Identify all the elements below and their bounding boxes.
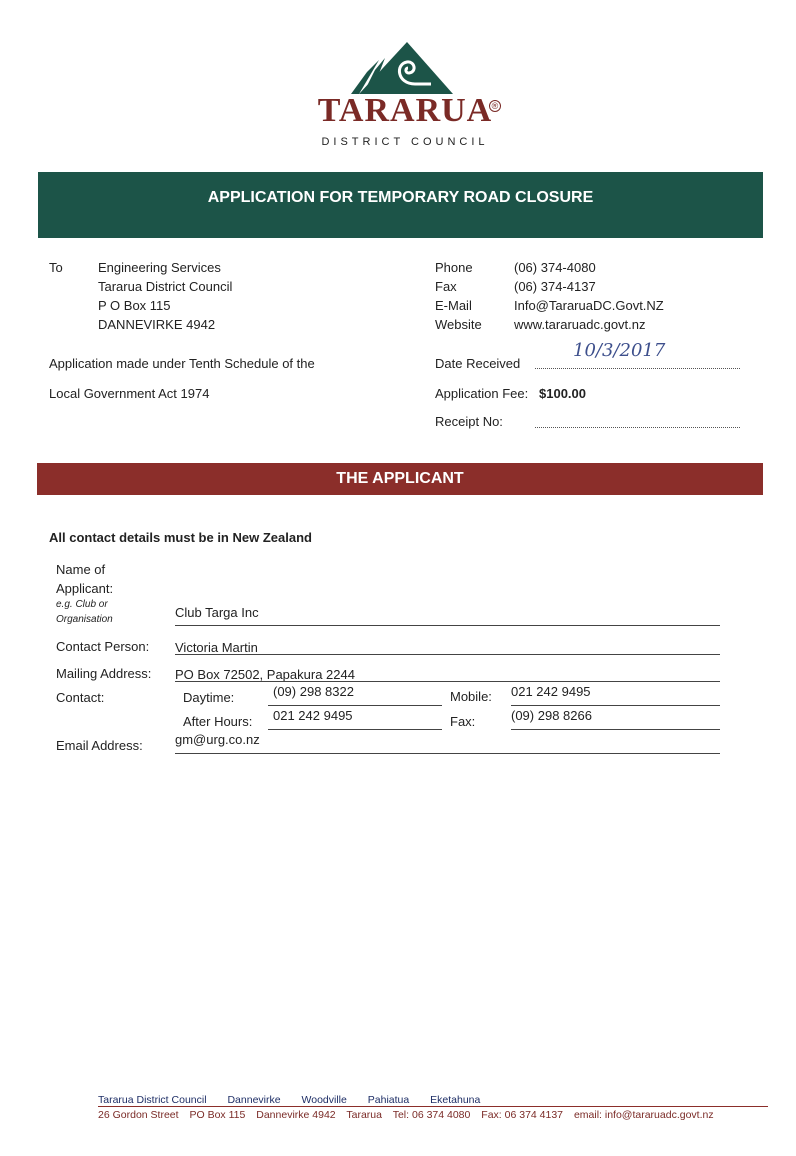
contact-person-field[interactable] — [175, 654, 720, 655]
daytime-field[interactable] — [268, 705, 442, 706]
mailing-address-label: Mailing Address: — [56, 666, 152, 681]
after-hours-value: 021 242 9495 — [273, 708, 353, 723]
fax-label: Fax — [435, 279, 457, 294]
contact-person-value: Victoria Martin — [175, 640, 258, 655]
footer-place: Dannevirke — [227, 1094, 281, 1106]
address-line-1: Engineering Services — [98, 260, 221, 275]
daytime-label: Daytime: — [183, 690, 235, 705]
footer-divider — [98, 1106, 768, 1107]
footer-contact-part: Tel: 06 374 4080 — [392, 1109, 471, 1121]
footer-contact — [98, 1109, 722, 1121]
name-label-1: Name of — [56, 562, 106, 577]
applicant-fax-label: Fax: — [450, 714, 476, 729]
mobile-label: Mobile: — [450, 689, 492, 704]
email-address-value: gm@urg.co.nz — [175, 732, 260, 747]
footer-contact-part: Dannevirke 4942 — [256, 1109, 336, 1121]
applicant-fax-field[interactable] — [511, 729, 720, 730]
trademark-icon: ® — [489, 100, 501, 112]
footer-place: Tararua District Council — [98, 1094, 207, 1106]
applicant-name-value: Club Targa Inc — [175, 605, 259, 620]
contact-person-label: Contact Person: — [56, 639, 150, 654]
email-address-field[interactable] — [175, 753, 720, 754]
fee-label: Application Fee: — [435, 386, 529, 401]
footer-places — [98, 1094, 498, 1106]
footer-contact-part: Fax: 06 374 4137 — [481, 1109, 564, 1121]
receipt-field[interactable] — [535, 413, 740, 428]
footer-contact-part: email: info@tararuadc.govt.nz — [573, 1109, 714, 1121]
applicant-name-field[interactable] — [175, 625, 720, 626]
schedule-line-1: Application made under Tenth Schedule of the — [49, 356, 315, 371]
after-hours-label: After Hours: — [183, 714, 253, 729]
footer-place: Pahiatua — [367, 1094, 410, 1106]
fee-value: $100.00 — [539, 386, 586, 401]
after-hours-field[interactable] — [268, 729, 442, 730]
date-received-value: 10/3/2017 — [573, 340, 666, 361]
brand-name: TARARUA — [317, 92, 493, 129]
brand-subtitle: DISTRICT COUNCIL — [321, 136, 489, 148]
nz-contact-note: All contact details must be in New Zealand — [49, 530, 312, 545]
footer-contact-part: PO Box 115 — [189, 1109, 246, 1121]
name-hint-2: Organisation — [56, 614, 113, 625]
mobile-value: 021 242 9495 — [511, 684, 591, 699]
receipt-label: Receipt No: — [435, 414, 503, 429]
phone-label: Phone — [435, 260, 473, 275]
contact-label: Contact: — [56, 690, 105, 705]
title-banner — [38, 172, 763, 238]
phone-value: (06) 374-4080 — [514, 260, 596, 275]
daytime-value: (09) 298 8322 — [273, 684, 354, 699]
address-line-4: DANNEVIRKE 4942 — [98, 317, 216, 332]
mobile-field[interactable] — [511, 705, 720, 706]
website-value: www.tararuadc.govt.nz — [514, 317, 646, 332]
email-address-label: Email Address: — [56, 738, 143, 753]
applicant-fax-value: (09) 298 8266 — [511, 708, 592, 723]
footer-place: Eketahuna — [430, 1094, 481, 1106]
email-label: E-Mail — [435, 298, 472, 313]
to-label: To — [49, 260, 63, 275]
address-line-3: P O Box 115 — [98, 298, 171, 313]
footer-place: Woodville — [301, 1094, 347, 1106]
fax-value: (06) 374-4137 — [514, 279, 596, 294]
form-title: APPLICATION FOR TEMPORARY ROAD CLOSURE — [207, 189, 594, 206]
mailing-address-field[interactable] — [175, 681, 720, 682]
applicant-banner — [37, 463, 763, 495]
website-label: Website — [435, 317, 482, 332]
mailing-address-value: PO Box 72502, Papakura 2244 — [175, 667, 355, 682]
council-logo-icon — [345, 40, 455, 98]
name-label-2: Applicant: — [56, 581, 114, 596]
name-hint-1: e.g. Club or — [56, 599, 108, 610]
footer-contact-part: Tararua — [346, 1109, 382, 1121]
schedule-line-2: Local Government Act 1974 — [49, 386, 210, 401]
applicant-section-title: THE APPLICANT — [336, 470, 464, 487]
email-value: Info@TararuaDC.Govt.NZ — [514, 298, 664, 313]
address-line-2: Tararua District Council — [98, 279, 233, 294]
date-received-label: Date Received — [435, 356, 521, 371]
footer-contact-part: 26 Gordon Street — [98, 1109, 179, 1121]
